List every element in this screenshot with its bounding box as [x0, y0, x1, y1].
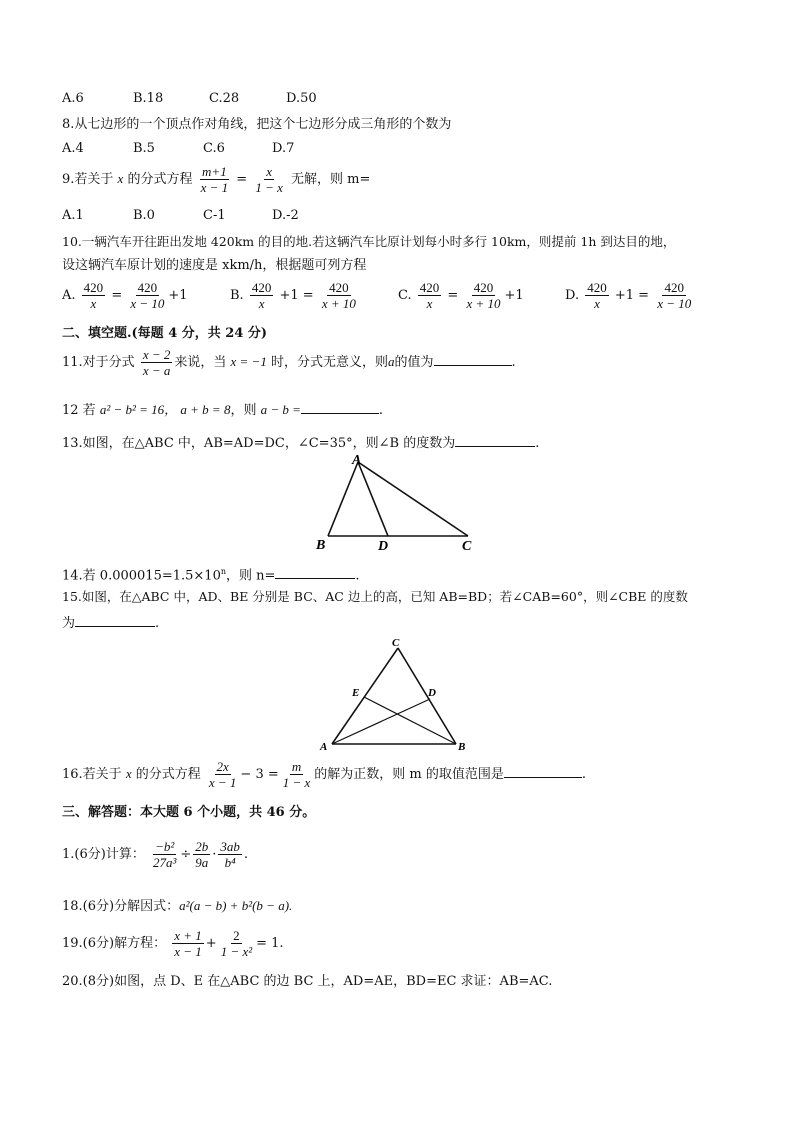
section-3-heading: 三、解答题：本大题 6 个小题，共 46 分。: [62, 805, 316, 820]
q9-option-c: C-1: [203, 208, 226, 223]
figure-q13-triangle: [310, 452, 480, 554]
q10-option-c: C. $\frac{420}{x}$ = $\frac{420}{x + 10}$ +1: [398, 280, 524, 311]
q12-stem: 12 若 a² − b² = 16， a + b = 8，则 a − b = .: [62, 402, 384, 418]
q7-option-c: C.28: [209, 91, 240, 106]
q10-option-d: D. $\frac{420}{x}$ +1 = $\frac{420}{x - 10}$: [565, 280, 692, 311]
q14-stem: 14.若 $0.000015=1.5\times 10^n$，则 n= .: [62, 567, 360, 584]
q7-option-d: D.50: [286, 91, 317, 106]
q11-fraction: $\frac{x - 2}{x - a}$: [142, 347, 171, 378]
q14-answer-blank[interactable]: [275, 565, 355, 579]
q12-answer-blank[interactable]: [301, 400, 379, 414]
q9-fraction-2: $\frac{x}{1 - x}$: [255, 164, 283, 195]
q16-answer-blank[interactable]: [504, 764, 582, 778]
q11-answer-blank[interactable]: [434, 352, 512, 366]
q13-stem: 13.如图，在△ABC 中，AB=AD=DC，∠C=35°，则∠B 的度数为 .: [62, 433, 539, 453]
segment-ab: [328, 462, 358, 536]
q15-answer-blank[interactable]: [75, 613, 155, 627]
q15-stem-line2: 为 .: [62, 613, 159, 633]
q8-stem: 8.从七边形的一个顶点作对角线，把这个七边形分成三角形的个数为: [62, 117, 452, 132]
segment-ad: [358, 462, 388, 536]
q10-stem-line2: 设这辆汽车原计划的速度是 xkm/h，根据题可列方程: [62, 258, 367, 273]
vertex-label-c: C: [462, 539, 472, 554]
q15-stem-line1: 15.如图，在△ABC 中，AD、BE 分别是 BC、AC 边上的高，已知 AB=BD；若∠CAB=60°，则∠CBE 的度数: [62, 589, 688, 604]
vertex-label-d: D: [428, 687, 436, 699]
vertex-label-b: B: [458, 741, 466, 752]
vertex-label-e: E: [352, 687, 360, 699]
q7-option-a: A.6: [62, 91, 84, 106]
q10-stem-line1: 10.一辆汽车开往距出发地 420km 的目的地.若这辆汽车比原计划每小时多行 10km，则提前 1h 到达目的地，: [62, 234, 676, 249]
q9-fraction-1: $\frac{m+1}{x - 1}$: [200, 164, 229, 195]
vertex-label-a: A: [320, 741, 328, 752]
q10-option-b: B. $\frac{420}{x}$ +1 = $\frac{420}{x + 10}$: [230, 280, 356, 311]
q19-stem: 19.(6分)解方程： $\frac{x + 1}{x - 1}$ + $\frac{2}{\text{1 − x²}}$ = 1.: [62, 928, 284, 959]
q9-option-b: B.0: [133, 208, 155, 223]
q18-stem: 18.(6分)分解因式：a²(a − b) + b²(b − a).: [62, 898, 293, 914]
q7-option-b: B.18: [133, 91, 164, 106]
q17-stem: 1.(6分)计算： $\frac{\text{−b²}}{\text{27a³}}$ ÷ $\frac{2b}{9a}$ · $\frac{3ab}{\text{b⁴}}$ .: [62, 839, 249, 870]
vertex-label-a: A: [352, 453, 362, 468]
q8-option-d: D.7: [272, 141, 295, 156]
vertex-label-d: D: [378, 539, 389, 554]
q16-stem: 16.若关于 x 的分式方程 $\frac{2x}{x - 1}$ − 3 = $\frac{m}{1 - x}$ 的解为正数，则 m 的取值范围是 .: [62, 759, 587, 790]
q8-option-a: A.4: [62, 141, 84, 156]
section-2-heading: 二、填空题.(每题 4 分，共 24 分): [62, 326, 268, 341]
q9-option-d: D.-2: [272, 208, 299, 223]
figure-q15-triangle: [316, 634, 476, 752]
q10-option-a: A. $\frac{420}{x}$ = $\frac{420}{x - 10}$ +1: [62, 280, 188, 311]
q8-option-c: C.6: [203, 141, 225, 156]
vertex-label-b: B: [316, 538, 326, 553]
q9-option-a: A.1: [62, 208, 84, 223]
q9-stem: 9.若关于 x 的分式方程 $\frac{m+1}{x - 1}$ = $\frac{x}{1 - x}$ 无解，则 m=: [62, 164, 371, 195]
vertex-label-c: C: [392, 637, 400, 649]
segment-ac: [358, 462, 468, 536]
q20-stem: 20.(8分)如图，点 D、E 在△ABC 的边 BC 上，AD=AE，BD=EC 求证：AB=AC.: [62, 974, 553, 989]
q13-answer-blank[interactable]: [455, 433, 535, 447]
q11-stem: 11.对于分式 $\frac{x - 2}{x - a}$ 来说，当 x = −1 时，分式无意义，则a的值为 .: [62, 347, 516, 378]
q8-option-b: B.5: [133, 141, 155, 156]
segment-ac: [332, 648, 398, 744]
